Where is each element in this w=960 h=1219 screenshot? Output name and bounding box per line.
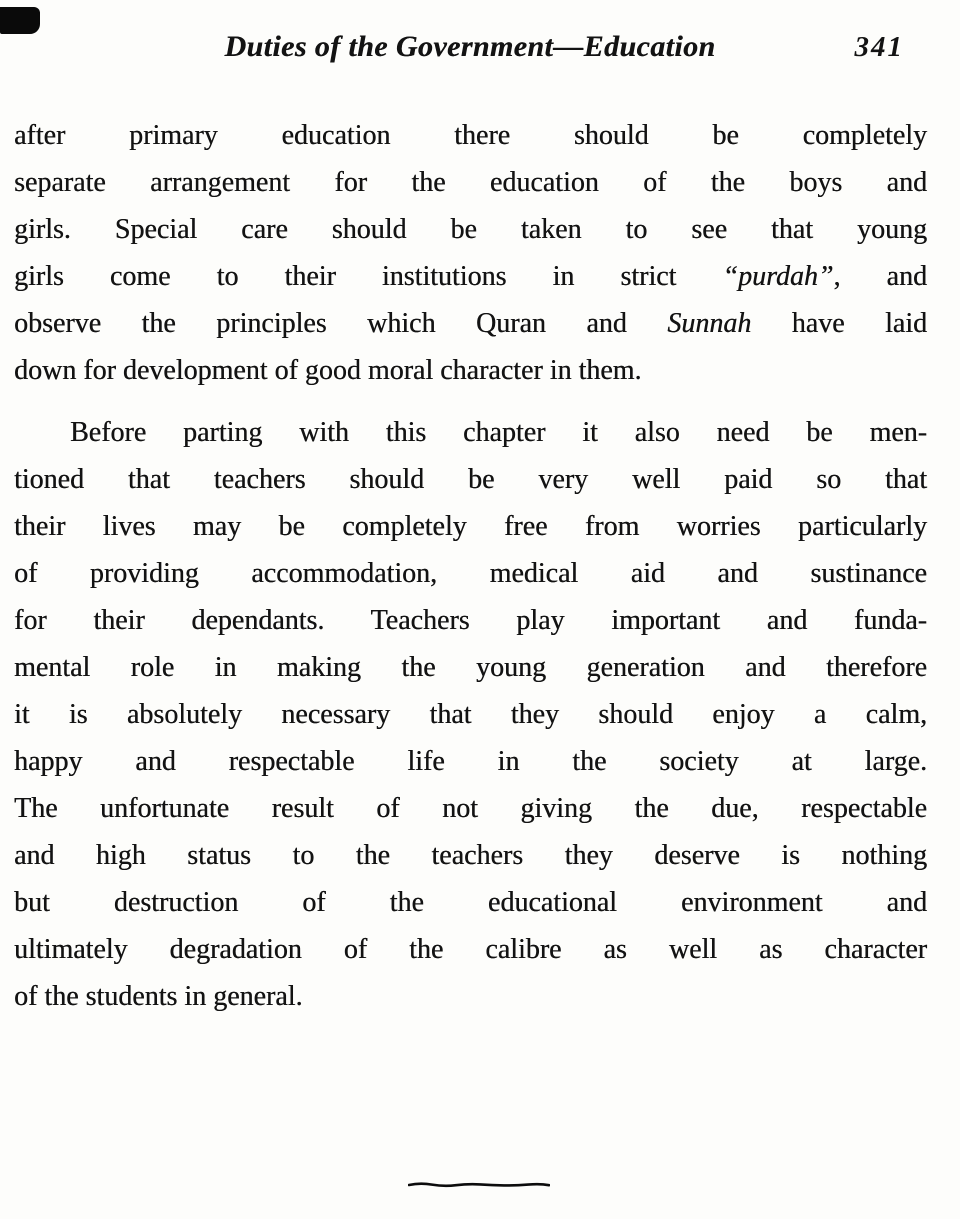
text-line [14, 347, 927, 394]
text-segment: and high status to the teachers they deserve is nothing [14, 840, 927, 871]
text-line [14, 785, 927, 832]
paragraph [14, 112, 927, 394]
text-line [14, 253, 927, 300]
text-line [14, 206, 927, 253]
text-segment: of the students in general. [14, 981, 303, 1012]
text-line [14, 550, 927, 597]
text-line [14, 926, 927, 973]
text-line [14, 973, 927, 1020]
text-line [14, 159, 927, 206]
page-header [14, 30, 926, 72]
text-line [14, 832, 927, 879]
text-segment: observe the principles which Quran and [14, 308, 668, 339]
italic-text-segment: Sunnah [667, 308, 752, 339]
text-segment: happy and respectable life in the society at large. [14, 746, 927, 777]
text-line [14, 409, 927, 456]
text-segment: down for development of good moral character in them. [14, 355, 642, 386]
text-segment: but destruction of the educational environment and [14, 887, 927, 918]
text-line [14, 738, 927, 785]
text-line [14, 597, 927, 644]
text-segment: separate arrangement for the education of the boys and [14, 167, 927, 198]
bottom-squiggle-rule [408, 1182, 550, 1188]
text-segment: ultimately degradation of the calibre as well as character [14, 934, 927, 965]
running-title: Duties of the Government—Education [224, 30, 716, 63]
text-segment: mental role in making the young generation and therefore [14, 652, 927, 683]
text-segment: it is absolutely necessary that they should enjoy a calm, [14, 699, 927, 730]
page-body [14, 112, 927, 1020]
text-segment: girls. Special care should be taken to see that young [14, 214, 927, 245]
text-segment: tioned that teachers should be very well paid so that [14, 464, 927, 495]
text-line [14, 300, 927, 347]
text-segment: Before parting with this chapter it also need be men- [70, 417, 927, 448]
paragraph [14, 409, 927, 1020]
text-line [14, 691, 927, 738]
text-segment: The unfortunate result of not giving the due, respectable [14, 793, 927, 824]
page-number: 341 [854, 31, 904, 63]
text-segment: have laid [751, 308, 927, 339]
text-segment: for their dependants. Teachers play important and funda- [14, 605, 927, 636]
text-line [14, 879, 927, 926]
text-segment: , and [833, 261, 927, 292]
text-segment: girls come to their institutions in strict [14, 261, 723, 292]
squiggle-icon [408, 1182, 550, 1188]
text-segment: after primary education there should be completely [14, 120, 927, 151]
text-line [14, 644, 927, 691]
text-line [14, 112, 927, 159]
text-line [14, 503, 927, 550]
text-line [14, 456, 927, 503]
italic-text-segment: “purdah” [722, 261, 834, 292]
text-segment: of providing accommodation, medical aid and sustinance [14, 558, 927, 589]
text-segment: their lives may be completely free from worries particularly [14, 511, 927, 542]
